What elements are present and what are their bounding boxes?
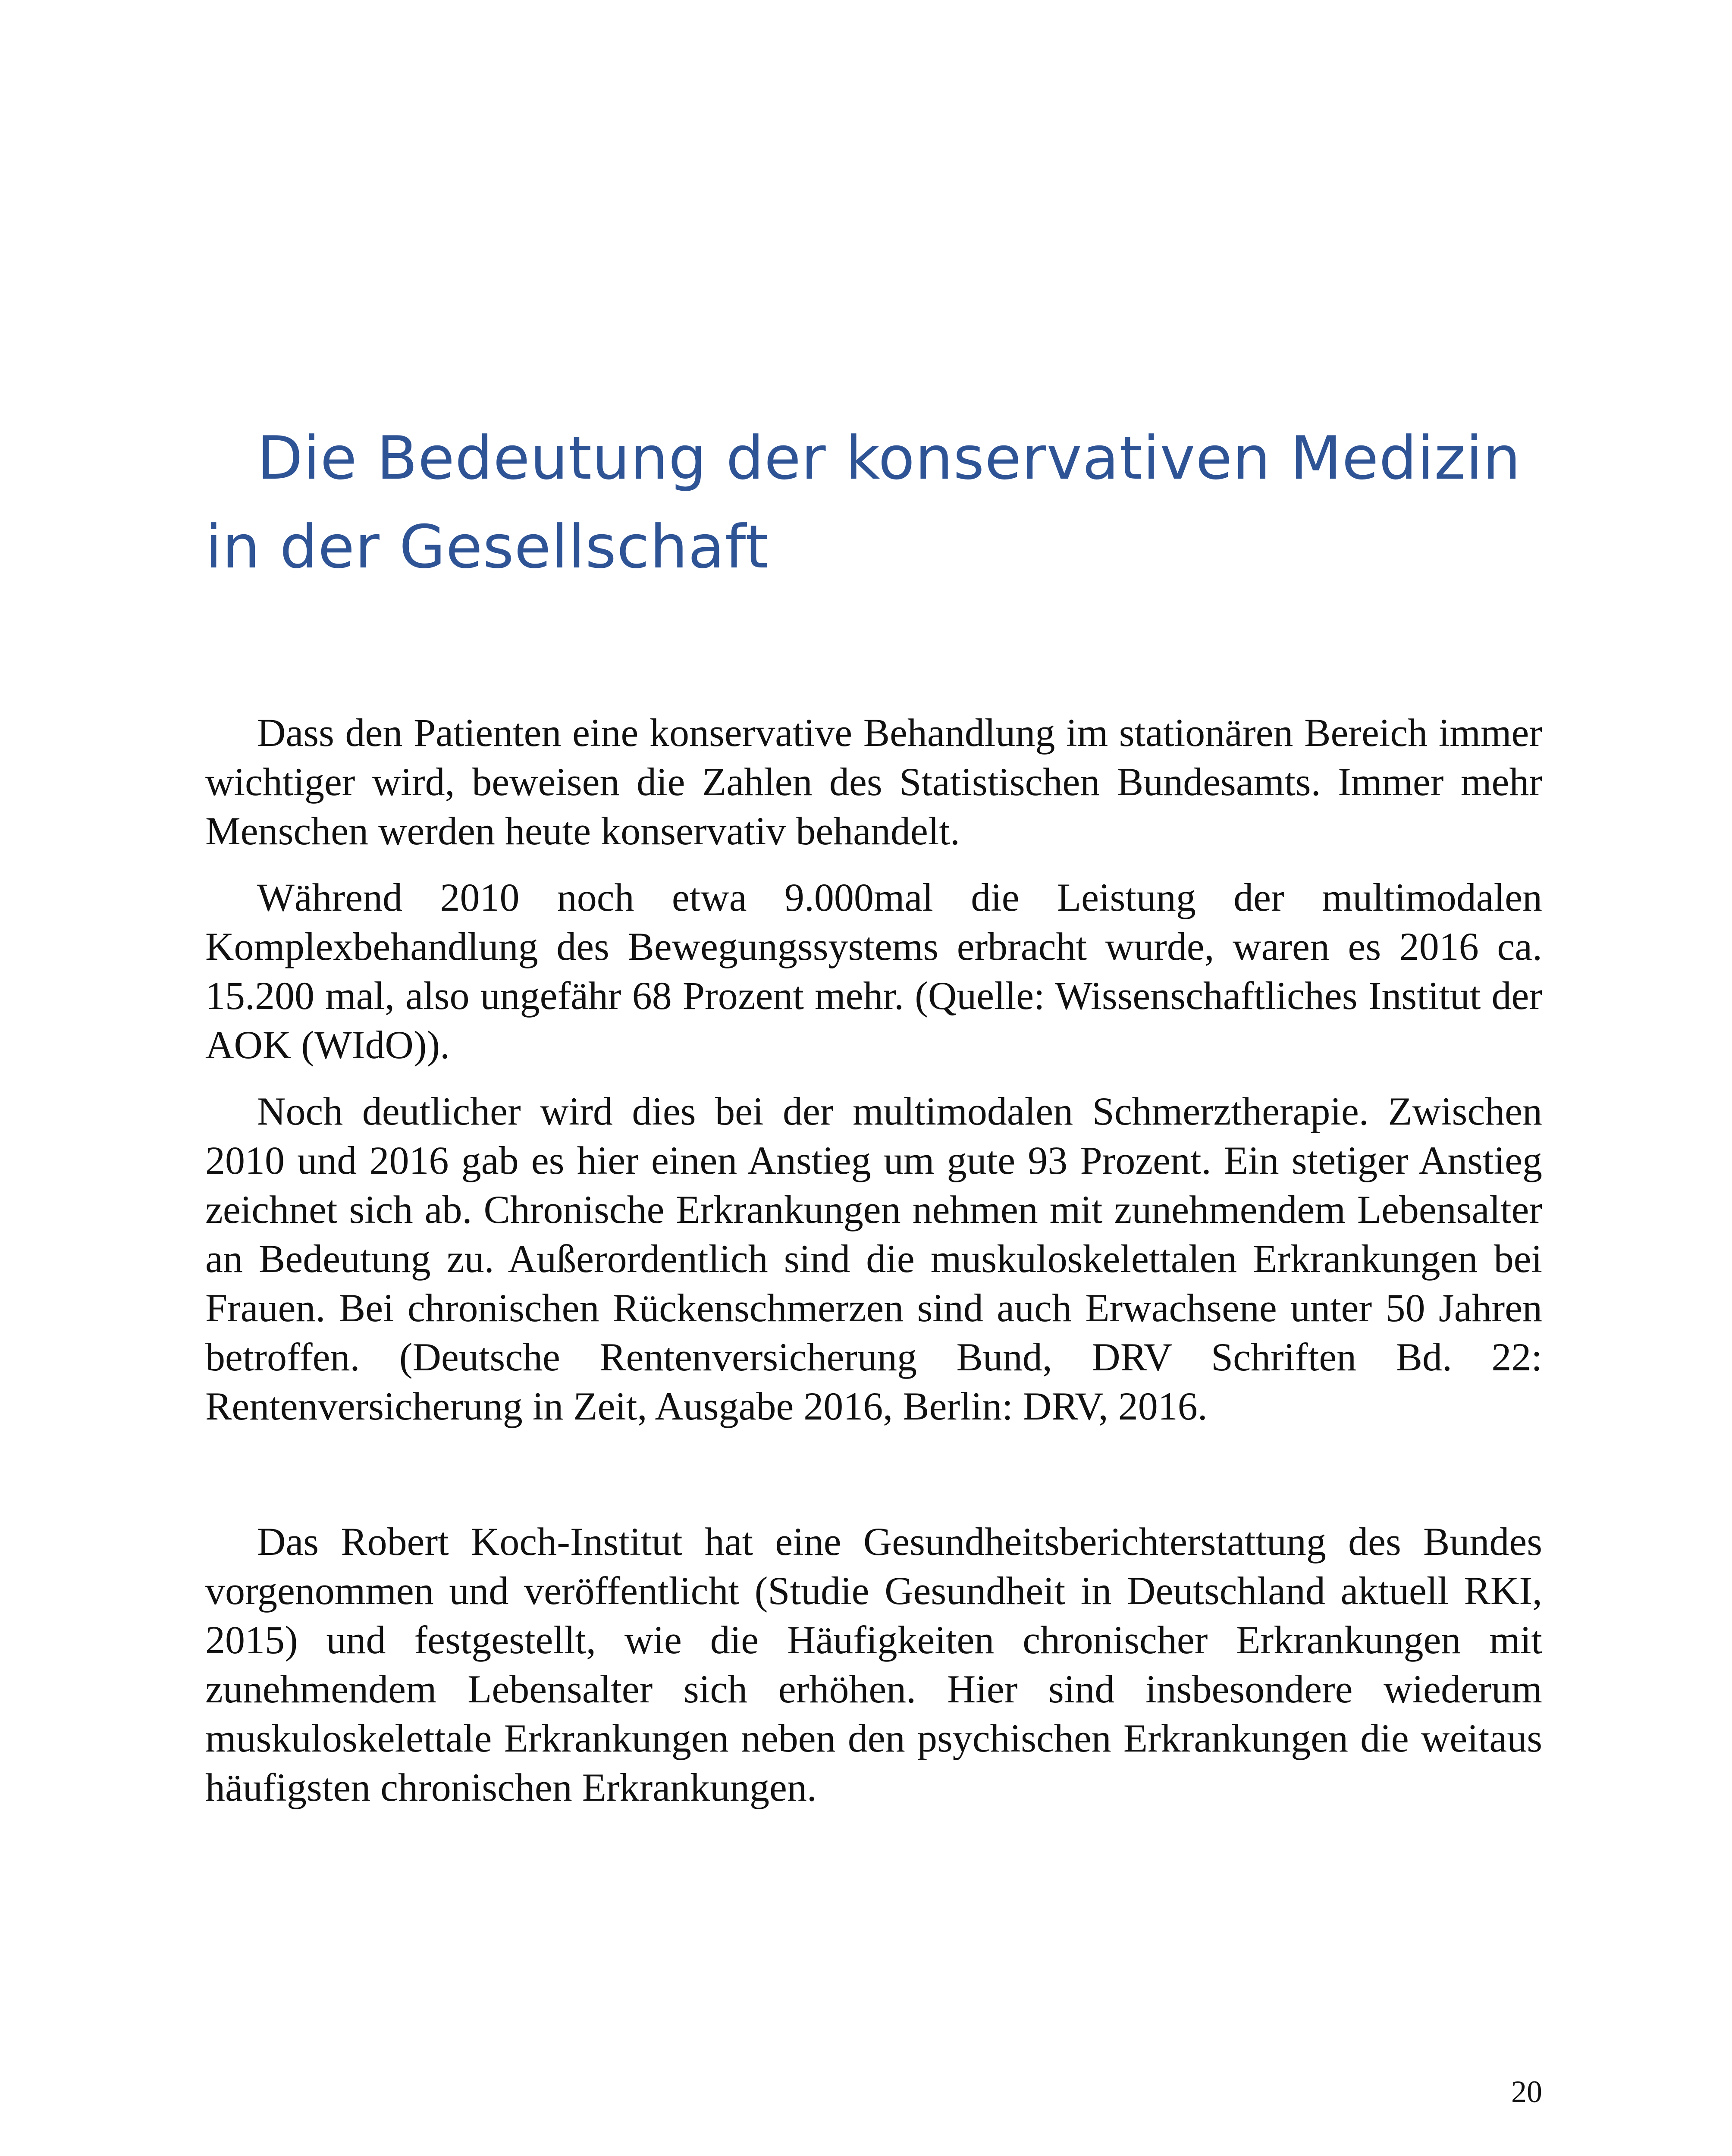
page-title: Die Bedeutung der konservativen Medizin in der Gesellschaft — [205, 423, 1521, 582]
page-number: 20 — [1511, 2075, 1542, 2109]
page-content — [205, 414, 1542, 1829]
paragraph-rki: Das Robert Koch-Institut hat eine Gesundheitsberichterstattung des Bundes vorgenommen und veröffentlicht (Studie Gesundheit in Deutschland aktuell RKI, 2015) und festgestellt, wie die Häufigkeiten chronischer Erkrankungen mit zunehmendem Lebensalter sich erhöhen. Hier sind insbesondere wiederum muskuloskelettale Erkrankungen neben den psychischen Erkrankungen die weitaus häufigsten chronischen Erkrankungen. — [205, 1520, 1542, 1809]
paragraph-komplexbehandlung: Während 2010 noch etwa 9.000mal die Leistung der multimodalen Komplexbehandlung des Bewegungssystems erbracht wurde, waren es 2016 ca. 15.200 mal, also ungefähr 68 Prozent mehr. (Quelle: Wissenschaftliches Institut der AOK (WIdO)). — [205, 875, 1542, 1067]
paragraph-statistics: Dass den Patienten eine konservative Behandlung im stationären Bereich immer wichtiger wird, beweisen die Zahlen des Statistischen Bundesamts. Immer mehr Menschen werden heute konservativ behandelt. — [205, 711, 1542, 853]
paragraph-schmerztherapie: Noch deutlicher wird dies bei der multimodalen Schmerztherapie. Zwischen 2010 und 2016 gab es hier einen Anstieg um gute 93 Prozent. Ein stetiger Anstieg zeichnet sich ab. Chronische Erkrankungen nehmen mit zunehmendem Lebensalter an Bedeutung zu. Außerordentlich sind die muskuloskelettalen Erkrankungen bei Frauen. Bei chronischen Rückenschmerzen sind auch Erwachsene unter 50 Jahren betroffen. (Deutsche Rentenversicherung Bund, DRV Schriften Bd. 22: Rentenversicherung in Zeit, Ausgabe 2016, Berlin: DRV, 2016. — [205, 1089, 1542, 1428]
